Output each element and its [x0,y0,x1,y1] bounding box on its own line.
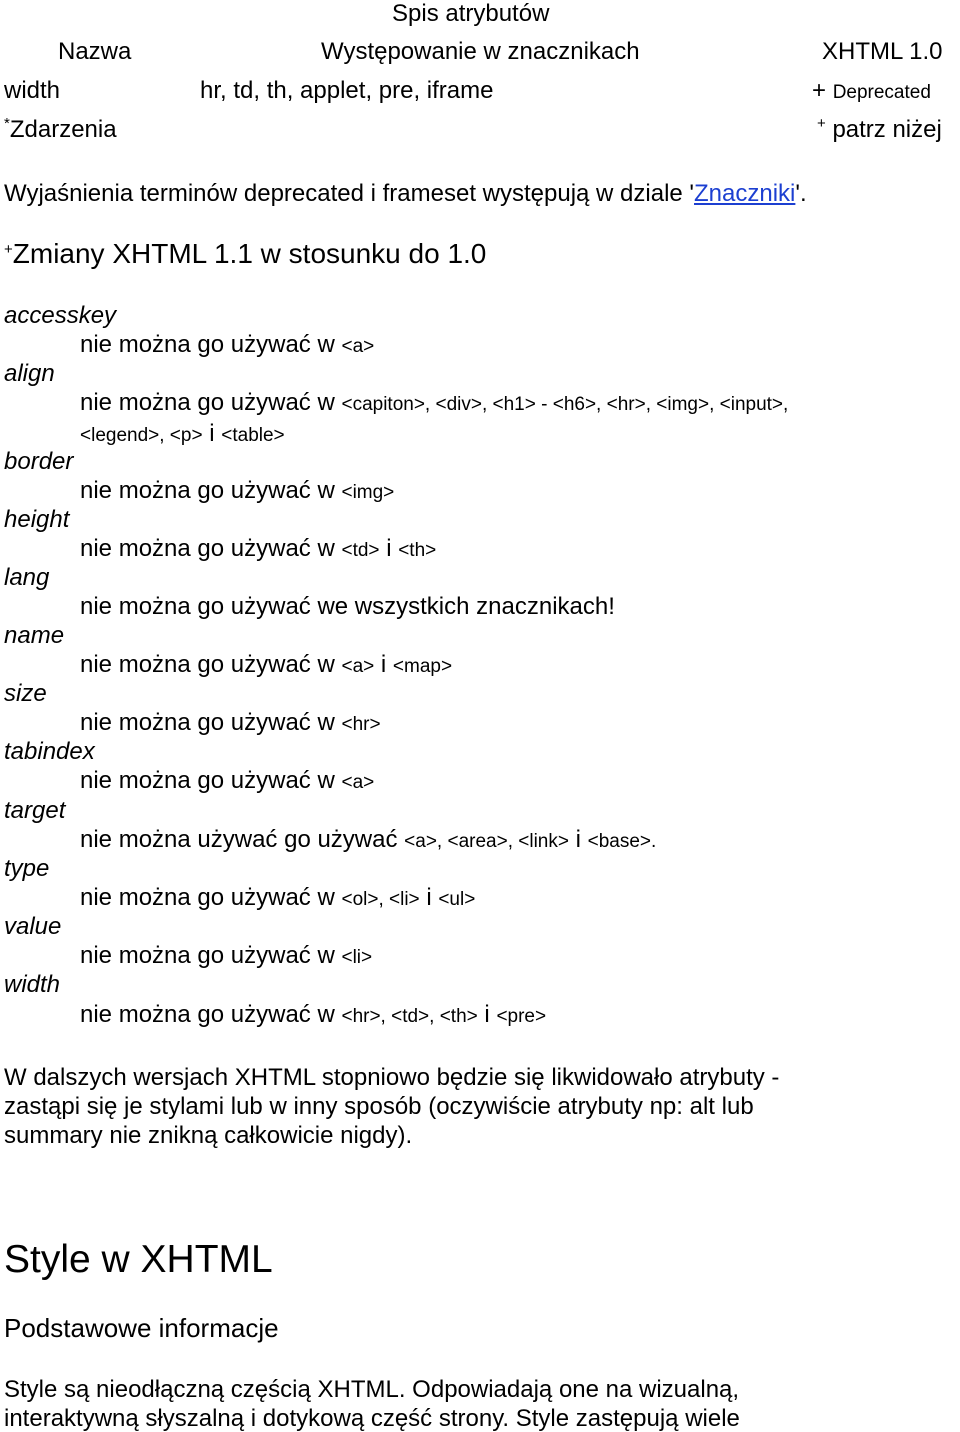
desc-code: <li> [341,947,373,968]
changes-heading-marker: + [4,241,13,258]
desc-conj: i [380,651,387,678]
desc-code: <img> [341,482,395,503]
term-value: value [4,913,62,940]
desc-align-continued [80,420,285,450]
desc-code: <ul> [438,889,476,910]
future-note-line: W dalszych wersjach XHTML stopniowo będzie się likwidowało atrybuty - [4,1064,780,1091]
desc-text: nie można używać go używać [80,826,398,853]
desc-text: nie można go używać w [80,709,335,736]
desc-code: <map> [392,656,453,677]
desc-border [80,477,394,507]
events-label: Zdarzenia [9,116,117,143]
desc-conj: i [209,420,215,447]
term-size: size [4,680,47,707]
desc-text: nie można go używać w [80,389,335,416]
desc-text: nie można go używać w [80,477,335,504]
desc-conj: i [575,826,581,853]
desc-type [80,884,475,914]
desc-code: <base>. [587,831,657,852]
events-row-label [4,116,117,144]
section-paragraph-line: interaktywną słyszalną i dotykową część strony. Style zastępują wiele [4,1405,740,1432]
term-accesskey: accesskey [4,302,117,329]
header-occurrence: Występowanie w znacznikach [321,38,640,65]
events-note-marker: + [817,115,826,132]
desc-text: nie można go używać w [80,767,335,794]
deprecated-label: Deprecated [832,82,931,103]
row-occurrence: hr, td, th, applet, pre, iframe [200,77,494,104]
desc-code: <a> [341,772,375,793]
deprecated-marker: + [812,77,827,104]
desc-target [80,826,656,856]
desc-code: <ol>, <li> [341,889,420,910]
desc-tabindex [80,767,374,797]
desc-code: <a> [341,656,375,677]
desc-code: <th> [398,540,437,561]
section-paragraph [4,1375,740,1432]
changes-heading-text: Zmiany XHTML 1.1 w stosunku do 1.0 [12,238,487,269]
desc-code: <td> [341,540,380,561]
explanation-text: Wyjaśnienia terminów deprecated i frameset występują w dziale ' [4,180,695,207]
header-name: Nazwa [58,38,132,65]
term-target: target [4,797,66,824]
desc-conj: i [426,884,432,911]
term-height: height [4,506,70,533]
desc-code: <hr>, <td>, <th> [341,1006,478,1027]
desc-text: nie można go używać w [80,884,335,911]
desc-text: nie można go używać w [80,651,335,678]
desc-text: nie można go używać w [80,535,335,562]
header-xhtml: XHTML 1.0 [822,38,943,65]
future-note-line: summary nie znikną całkowicie nigdy). [4,1122,413,1149]
term-tabindex: tabindex [4,738,95,765]
section-paragraph-line: Style są nieodłączną częścią XHTML. Odpowiadają one na wizualną, [4,1376,740,1403]
term-border: border [4,448,74,475]
desc-conj: i [386,535,392,562]
desc-accesskey [80,331,374,361]
desc-width [80,1001,546,1031]
events-marker: * [4,115,10,132]
desc-code: <hr> [341,714,381,735]
desc-code: <a>, <area>, <link> [404,831,569,852]
term-lang: lang [4,564,50,591]
term-align: align [4,360,55,387]
events-note [817,116,942,144]
table-title: Spis atrybutów [392,0,550,27]
desc-size [80,709,381,739]
explanation-end: '. [795,180,807,207]
section-subtitle: Podstawowe informacje [4,1313,279,1343]
desc-text: nie można go używać we wszystkich znacznikach! [80,593,615,620]
desc-code: <a> [341,336,375,357]
desc-align [80,389,788,419]
desc-code: <capiton>, <div>, <h1> - <h6>, <hr>, <img>, <input>, [341,394,789,415]
row-name: width [4,77,61,104]
future-note-paragraph [4,1063,779,1150]
desc-value [80,942,372,972]
desc-code: <table> [221,425,285,446]
term-type: type [4,855,50,882]
desc-lang [80,593,615,621]
future-note-line: zastąpi się je stylami lub w inny sposób (oczywiście atrybuty np: alt lub [4,1093,754,1120]
desc-conj: i [484,1001,490,1028]
desc-text: nie można go używać w [80,331,335,358]
desc-name [80,651,452,681]
znaczniki-link[interactable]: Znaczniki [694,180,796,207]
desc-height [80,535,436,565]
explanation-paragraph [4,180,807,208]
desc-code: <pre> [496,1006,547,1027]
changes-heading [4,238,486,270]
desc-text: nie można go używać w [80,1001,335,1028]
desc-text: nie można go używać w [80,942,335,969]
term-name: name [4,622,65,649]
events-note-text: patrz niżej [832,116,942,143]
term-width: width [4,971,61,998]
section-title: Style w XHTML [4,1238,273,1281]
desc-code: <legend>, <p> [80,425,203,446]
row-xhtml-status [812,77,931,107]
